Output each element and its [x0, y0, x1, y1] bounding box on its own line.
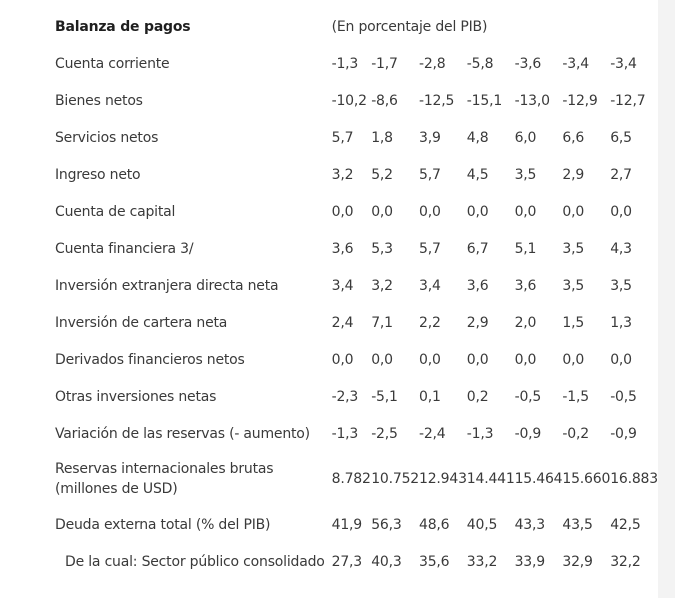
cell-value: 5,7 [331, 129, 354, 146]
cell-value: 3,6 [331, 240, 354, 257]
row-label: Cuenta financiera 3/ [55, 240, 194, 257]
cell-value: 1,5 [562, 314, 585, 331]
cell-value: 33,2 [466, 553, 498, 570]
cell-value: 0,0 [514, 203, 537, 220]
cell-value: 15.660 [562, 471, 611, 487]
table-row [55, 45, 658, 82]
cell-value: 6,0 [514, 129, 537, 146]
cell-value: 43,3 [514, 516, 545, 533]
row-label: Otras inversiones netas [55, 388, 217, 405]
cell-value: 3,5 [562, 240, 585, 257]
table-row [55, 543, 658, 580]
cell-value: 16.883 [610, 471, 658, 487]
cell-value: -0,5 [514, 388, 542, 405]
table-header-row [55, 8, 658, 45]
cell-value: 6,7 [466, 240, 489, 257]
cell-value: 4,8 [466, 129, 489, 146]
cell-value: 2,4 [331, 314, 354, 331]
cell-value: 3,4 [331, 277, 354, 294]
cell-value: -12,5 [419, 92, 455, 109]
cell-value: -1,3 [331, 425, 359, 442]
table-row [55, 378, 658, 415]
cell-value: -0,9 [610, 425, 637, 442]
table-row [55, 82, 658, 119]
cell-value: 56,3 [371, 516, 402, 533]
row-label: Inversión extranjera directa neta [55, 277, 279, 294]
table-title: Balanza de pagos [55, 18, 191, 35]
cell-value: 3,6 [514, 277, 537, 294]
cell-value: 32,2 [610, 553, 641, 570]
cell-value: 0,0 [610, 203, 632, 220]
cell-value: 6,5 [610, 129, 632, 146]
cell-value: -13,0 [514, 92, 550, 109]
cell-value: -3,6 [514, 55, 542, 72]
cell-value: -0,2 [562, 425, 589, 442]
row-label: Bienes netos [55, 92, 143, 109]
table-row [55, 230, 658, 267]
cell-value: 48,6 [419, 516, 450, 533]
cell-value: 1,8 [371, 129, 393, 146]
cell-value: 2,9 [562, 166, 585, 183]
cell-value: -8,6 [371, 92, 398, 109]
cell-value: 0,0 [610, 351, 632, 368]
cell-value: 6,6 [562, 129, 585, 146]
cell-value: 5,2 [371, 166, 393, 183]
cell-value: 3,5 [610, 277, 632, 294]
cell-value: 8.782 [331, 471, 371, 487]
row-label: De la cual: Sector público consolidado [65, 553, 325, 570]
cell-value: 2,0 [514, 314, 537, 331]
cell-value: 0,0 [331, 203, 354, 220]
cell-value: 3,2 [371, 277, 393, 294]
cell-value: -2,3 [331, 388, 359, 405]
cell-value: -0,5 [610, 388, 637, 405]
cell-value: -0,9 [514, 425, 542, 442]
cell-value: 0,0 [562, 203, 585, 220]
cell-value: 3,5 [562, 277, 585, 294]
table-unit: (En porcentaje del PIB) [331, 18, 488, 35]
cell-value: 5,7 [419, 240, 441, 257]
cell-value: 0,0 [466, 351, 489, 368]
cell-value: -3,4 [562, 55, 589, 72]
table-row [55, 193, 658, 230]
cell-value: 41,9 [331, 516, 362, 533]
cell-value: 4,3 [610, 240, 632, 257]
cell-value: 0,0 [419, 351, 441, 368]
cell-value: -1,3 [331, 55, 359, 72]
cell-value: -3,4 [610, 55, 637, 72]
table-row [55, 156, 658, 193]
cell-value: 0,0 [419, 203, 441, 220]
cell-value: 5,1 [514, 240, 537, 257]
cell-value: 10.752 [371, 471, 419, 487]
cell-value: 42,5 [610, 516, 641, 533]
table-row [55, 415, 658, 452]
cell-value: 0,0 [514, 351, 537, 368]
cell-value: 3,5 [514, 166, 537, 183]
cell-value: -1,3 [466, 425, 494, 442]
cell-value: -2,8 [419, 55, 446, 72]
table-body [55, 45, 658, 580]
balance-of-payments-table [55, 8, 658, 580]
row-label: Ingreso neto [55, 166, 141, 183]
row-label: Inversión de cartera neta [55, 314, 228, 331]
cell-value: 3,2 [331, 166, 354, 183]
cell-value: 7,1 [371, 314, 393, 331]
cell-value: 3,6 [466, 277, 489, 294]
cell-value: 5,7 [419, 166, 441, 183]
cell-value: -1,7 [371, 55, 398, 72]
cell-value: 3,4 [419, 277, 441, 294]
cell-value: 0,0 [371, 203, 393, 220]
cell-value: 14.441 [466, 471, 515, 487]
cell-value: 0,1 [419, 388, 441, 405]
table-row [55, 119, 658, 156]
table-row [55, 304, 658, 341]
cell-value: -5,1 [371, 388, 398, 405]
row-label: Derivados financieros netos [55, 351, 245, 368]
cell-value: -12,7 [610, 92, 646, 109]
cell-value: 0,0 [562, 351, 585, 368]
row-label: Servicios netos [55, 129, 159, 146]
cell-value: 3,9 [419, 129, 441, 146]
cell-value: -12,9 [562, 92, 598, 109]
cell-value: 32,9 [562, 553, 593, 570]
cell-value: 33,9 [514, 553, 545, 570]
cell-value: 35,6 [419, 553, 450, 570]
table-row [55, 452, 658, 506]
cell-value: 40,3 [371, 553, 402, 570]
row-label: Deuda externa total (% del PIB) [55, 516, 271, 533]
cell-value: 0,0 [331, 351, 354, 368]
cell-value: -2,4 [419, 425, 446, 442]
cell-value: 0,0 [371, 351, 393, 368]
cell-value: 43,5 [562, 516, 593, 533]
row-label: Variación de las reservas (- aumento) [55, 425, 310, 442]
cell-value: 2,2 [419, 314, 441, 331]
cell-value: 40,5 [466, 516, 498, 533]
cell-value: 2,7 [610, 166, 632, 183]
cell-value: -15,1 [466, 92, 503, 109]
cell-value: 2,9 [466, 314, 489, 331]
cell-value: 12.943 [419, 471, 467, 487]
table-row [55, 267, 658, 304]
cell-value: 1,3 [610, 314, 632, 331]
cell-value: 0,0 [466, 203, 489, 220]
cell-value: -10,2 [331, 92, 367, 109]
cell-value: 27,3 [331, 553, 362, 570]
cell-value: -2,5 [371, 425, 398, 442]
cell-value: 5,3 [371, 240, 393, 257]
table-row [55, 341, 658, 378]
row-label: Cuenta de capital [55, 203, 176, 220]
row-label: Cuenta corriente [55, 55, 170, 72]
cell-value: 0,2 [466, 388, 489, 405]
row-label: Reservas internacionales brutas (millones de USD) [55, 461, 274, 497]
cell-value: 4,5 [466, 166, 489, 183]
cell-value: 15.464 [514, 471, 563, 487]
cell-value: -5,8 [466, 55, 494, 72]
table-row [55, 506, 658, 543]
cell-value: -1,5 [562, 388, 589, 405]
